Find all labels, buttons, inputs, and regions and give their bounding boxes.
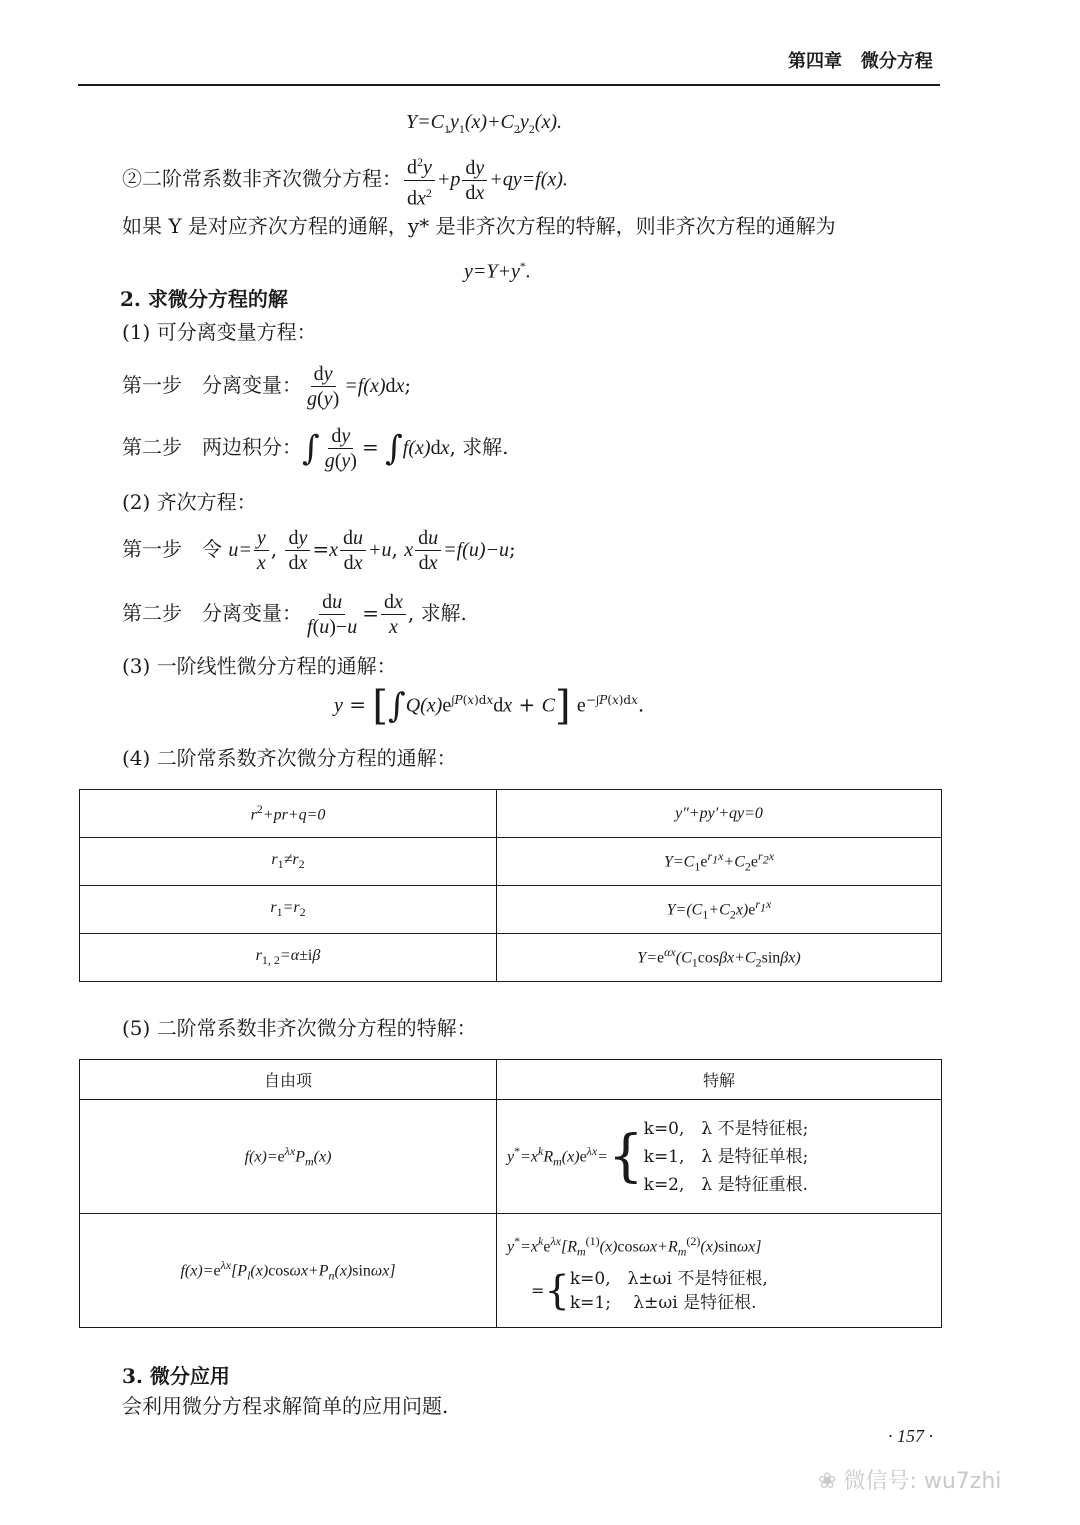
homogeneous-solution-table	[79, 789, 942, 982]
eq-general-solution: $Y=C_1y_1(x)+C_2y_2(x)$.	[406, 111, 562, 136]
table-row	[80, 1060, 942, 1100]
page-number: · 157 ·	[888, 1426, 933, 1446]
header-rule	[78, 84, 940, 86]
table-cell: $y^*=x^ke^{\lambda x}[R_m^{(1)}(x)\cos\omega x+R_m^{(2)}(x)\sin\omega x]$ = { k=0, λ±ωi 不是特征根, k=1; λ±ωi 是特征根.	[497, 1214, 942, 1328]
wechat-icon: ❀	[818, 1469, 837, 1494]
item-nonhomogeneous: ②二阶常系数非齐次微分方程： $\frac{d^2y}{dx^2}$ +p $\frac{dy}{dx}$ +qy=f(x).	[122, 150, 568, 210]
section-3-title: 3. 微分应用	[122, 1364, 230, 1388]
table-header-free-term: 自由项	[80, 1060, 497, 1100]
table-cell: $y^*=x^kR_m(x)e^{\lambda x}=$ { k=0, λ 不是特征根; k=1, λ 是特征单根; k=2, λ 是特征重根.	[497, 1100, 942, 1214]
section-2-title: 2. 求微分方程的解	[120, 287, 288, 311]
table-cell: $Y=C_1e^{r_1x}+C_2e^{r_2x}$	[497, 838, 942, 886]
case-line: k=0, λ±ωi 不是特征根,	[569, 1268, 768, 1289]
table-cell: y″+py′+qy=0	[497, 790, 942, 838]
step-2-integrate: 第二步 两边积分：∫ $\frac{dy}{g(y)}$ = ∫f(x)dx, 求解.	[122, 425, 509, 472]
sub-2-title: (2) 齐次方程：	[122, 490, 257, 514]
case-line: k=0, λ 不是特征根;	[643, 1118, 809, 1139]
table-row	[80, 1214, 942, 1328]
eq-y-sum: y=Y+y*.	[464, 259, 531, 283]
sentence-nonhomog: 如果 Y 是对应齐次方程的通解，y* 是非齐次方程的特解，则非齐次方程的通解为	[122, 214, 836, 238]
step-2-homog: 第二步 分离变量： $\frac{du}{f(u)-u}$ = $\frac{dx}{x}$ , 求解.	[122, 591, 467, 638]
section-3-text: 会利用微分方程求解简单的应用问题.	[122, 1394, 449, 1418]
table-cell: $f(x)=e^{\lambda x}[P_l(x)\cos\omega x+P_n(x)\sin\omega x]$	[80, 1214, 497, 1328]
case-line: k=2, λ 是特征重根.	[643, 1174, 808, 1195]
table-cell: $r_{1, 2}=\alpha\pm i\beta$	[80, 934, 497, 982]
case-line: k=1; λ±ωi 是特征根.	[569, 1292, 757, 1313]
watermark: ❀ 微信号: wu7zhi	[818, 1469, 1002, 1494]
table-cell: $r^2+pr+q=0$	[80, 790, 497, 838]
sub-5-title: (5) 二阶常系数非齐次微分方程的特解：	[122, 1016, 477, 1040]
table-row	[80, 790, 942, 838]
table-row	[80, 1100, 942, 1214]
sub-3-title: (3) 一阶线性微分方程的通解：	[122, 654, 397, 678]
table-row	[80, 934, 942, 982]
sub-1-title: (1) 可分离变量方程：	[122, 320, 317, 344]
sub-4-title: (4) 二阶常系数齐次微分方程的通解：	[122, 746, 457, 770]
table-cell: $f(x)=e^{\lambda x}P_m(x)$	[80, 1100, 497, 1214]
chapter-label: 第四章 微分方程	[788, 51, 933, 72]
particular-solution-table	[79, 1059, 942, 1328]
table-cell: $r_1=r_2$	[80, 886, 497, 934]
table-cell: $Y=(C_1+C_2x)e^{r_1x}$	[497, 886, 942, 934]
step-1-homog: 第一步 令 u= $\frac{y}{x}$ , $\frac{dy}{dx}$ =x $\frac{du}{dx}$ +u, x $\frac{du}{dx}$ =f(u)−u;	[122, 527, 516, 574]
step-1-separate: 第一步 分离变量： $\frac{dy}{g(y)}$ =f(x)dx;	[122, 363, 412, 410]
table-cell: $r_1\ne r_2$	[80, 838, 497, 886]
case-line: k=1, λ 是特征单根;	[643, 1146, 809, 1167]
table-header-particular: 特解	[497, 1060, 942, 1100]
table-row	[80, 838, 942, 886]
table-row	[80, 886, 942, 934]
eq-linear-solution: $y = [\int Q(x)e^{\int P(x)dx}dx + C]$ $e^{-\int P(x)dx}$.	[334, 683, 645, 730]
table-cell: $Y=e^{\alpha x}(C_1\cos\beta x+C_2\sin\beta x)$	[497, 934, 942, 982]
